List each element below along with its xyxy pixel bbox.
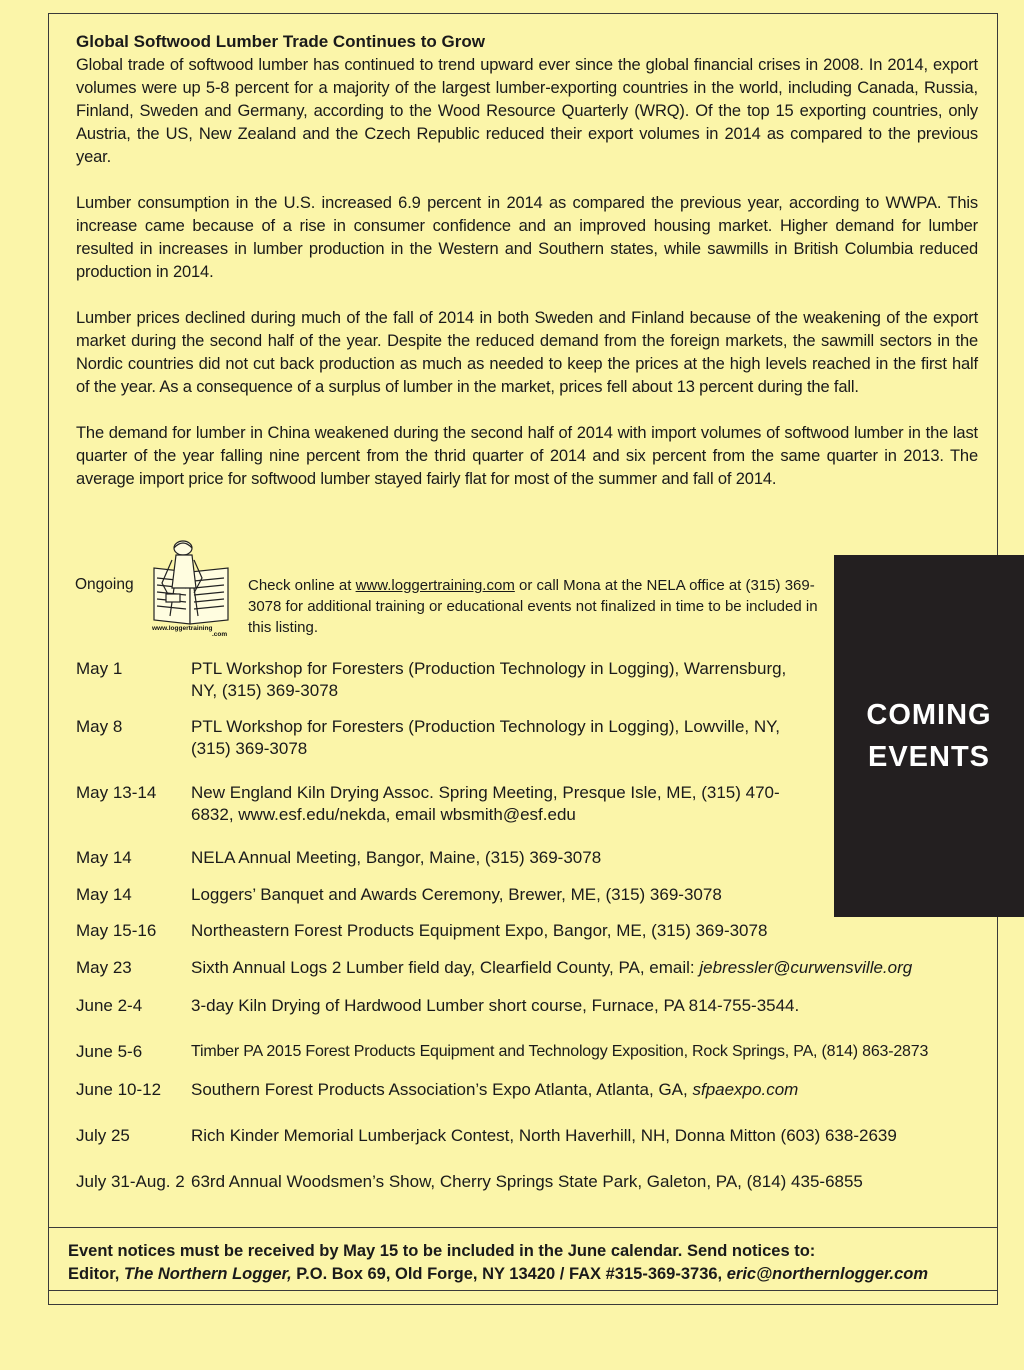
notice-publication: The Northern Logger, xyxy=(123,1265,292,1283)
loggertraining-link[interactable]: www.loggertraining.com xyxy=(355,577,515,594)
event-date: May 1 xyxy=(76,659,123,678)
event-description: New England Kiln Drying Assoc. Spring Meeting, Presque Isle, ME, (315) 470-6832, www.esf.edu/nekda, email wbsmith@esf.edu xyxy=(191,783,780,824)
article-paragraph-3: Lumber prices declined during much of the fall of 2014 in both Sweden and Finland because of the weakening of the export market during the second half of the year. Despite the reduced demand from the foreign markets, the sawmill sectors in the Nordic countries did not cut back production as much as needed to keep the prices at the high levels reached in the first half of the year. As a consequence of a surplus of lumber in the market, prices fell about 13 percent during the fall. xyxy=(76,309,978,396)
ongoing-label: Ongoing xyxy=(75,576,134,593)
event-date: July 25 xyxy=(76,1126,130,1145)
coming-events-heading-line1: COMING xyxy=(866,699,992,731)
article-paragraph-1: Global trade of softwood lumber has continued to trend upward ever since the global financial crises in 2008. In 2014, export volumes were up 5-8 percent for a majority of the largest lumber-exporting countries in the world, including Canada, Russia, Finland, Sweden and Germany, according to the Wood Resource Quarterly (WRQ). Of the top 15 exporting countries, only Austria, the US, New Zealand and the Czech Republic reduced their export volumes in 2014 as compared to the previous year. xyxy=(76,56,978,166)
event-description-text: Southern Forest Products Association’s Expo Atlanta, Atlanta, GA, xyxy=(191,1080,693,1099)
logger-training-logo-icon xyxy=(150,538,234,636)
notice-line-1: Event notices must be received by May 15 to be included in the June calendar. Send notices to: xyxy=(68,1242,816,1260)
event-description: Northeastern Forest Products Equipment Expo, Bangor, ME, (315) 369-3078 xyxy=(191,921,768,940)
event-description: PTL Workshop for Foresters (Production Technology in Logging), Lowville, NY, (315) 369-3078 xyxy=(191,717,780,758)
article xyxy=(76,30,978,514)
coming-events-tab xyxy=(834,555,1024,917)
event-date: June 2-4 xyxy=(76,996,143,1015)
logo-text-2: .com xyxy=(212,631,228,636)
event-description: NELA Annual Meeting, Bangor, Maine, (315) 369-3078 xyxy=(191,848,602,867)
article-title: Global Softwood Lumber Trade Continues to Grow xyxy=(76,32,485,51)
logo-text-1: www.loggertraining xyxy=(152,625,213,632)
notice-email: eric@northernlogger.com xyxy=(726,1265,929,1283)
event-description: 3-day Kiln Drying of Hardwood Lumber short course, Furnace, PA 814-755-3544. xyxy=(191,996,800,1015)
ongoing-text-after: or call Mona at the NELA office at (315) 369-3078 for additional training or educational events not finalized in time to be included in this listing. xyxy=(248,577,818,636)
event-description xyxy=(191,1079,798,1101)
notice-line-2 xyxy=(68,1263,997,1286)
notice-address: P.O. Box 69, Old Forge, NY 13420 / FAX #315-369-3736, xyxy=(291,1265,727,1283)
ongoing-text-before: Check online at xyxy=(248,577,356,594)
event-description: Loggers’ Banquet and Awards Ceremony, Brewer, ME, (315) 369-3078 xyxy=(191,885,722,904)
event-date: May 13-14 xyxy=(76,783,157,802)
event-description-text: Sixth Annual Logs 2 Lumber field day, Clearfield County, PA, email: xyxy=(191,958,700,977)
event-description: Rich Kinder Memorial Lumberjack Contest, North Haverhill, NH, Donna Mitton (603) 638-2639 xyxy=(191,1126,897,1145)
event-description xyxy=(191,957,912,979)
event-date: May 23 xyxy=(76,958,132,977)
coming-events-heading-line2: EVENTS xyxy=(867,741,991,773)
submission-notice xyxy=(48,1227,998,1291)
event-date: May 14 xyxy=(76,848,132,867)
article-paragraph-2: Lumber consumption in the U.S. increased 6.9 percent in 2014 as compared the previous year, according to WWPA. This increase came because of a rise in consumer confidence and an improved housing market. Higher demand for lumber resulted in increases in lumber production in the Western and Southern states, while sawmills in British Columbia reduced production in 2014. xyxy=(76,194,978,281)
event-description: 63rd Annual Woodsmen’s Show, Cherry Springs State Park, Galeton, PA, (814) 435-6855 xyxy=(191,1172,863,1191)
event-description: Timber PA 2015 Forest Products Equipment and Technology Exposition, Rock Springs, PA, (814) 863-2873 xyxy=(191,1043,929,1060)
event-date: May 8 xyxy=(76,717,123,736)
event-email: jebressler@curwensville.org xyxy=(699,958,913,977)
event-website: sfpaexpo.com xyxy=(692,1080,799,1099)
article-paragraph-4: The demand for lumber in China weakened during the second half of 2014 with import volumes of softwood lumber in the last quarter of the year falling nine percent from the thrid quarter of 2014 and six percent from the same quarter in 2013. The average import price for softwood lumber stayed fairly flat for most of the summer and fall of 2014. xyxy=(76,424,978,488)
event-date: May 15-16 xyxy=(76,921,157,940)
event-date: June 10-12 xyxy=(76,1080,162,1099)
event-description: PTL Workshop for Foresters (Production Technology in Logging), Warrensburg, NY, (315) 369-3078 xyxy=(191,659,787,700)
ongoing-description xyxy=(248,575,818,638)
event-date: July 31-Aug. 2 xyxy=(76,1172,185,1191)
event-date: May 14 xyxy=(76,885,132,904)
event-date: June 5-6 xyxy=(76,1042,143,1061)
notice-editor: Editor, xyxy=(68,1265,124,1283)
